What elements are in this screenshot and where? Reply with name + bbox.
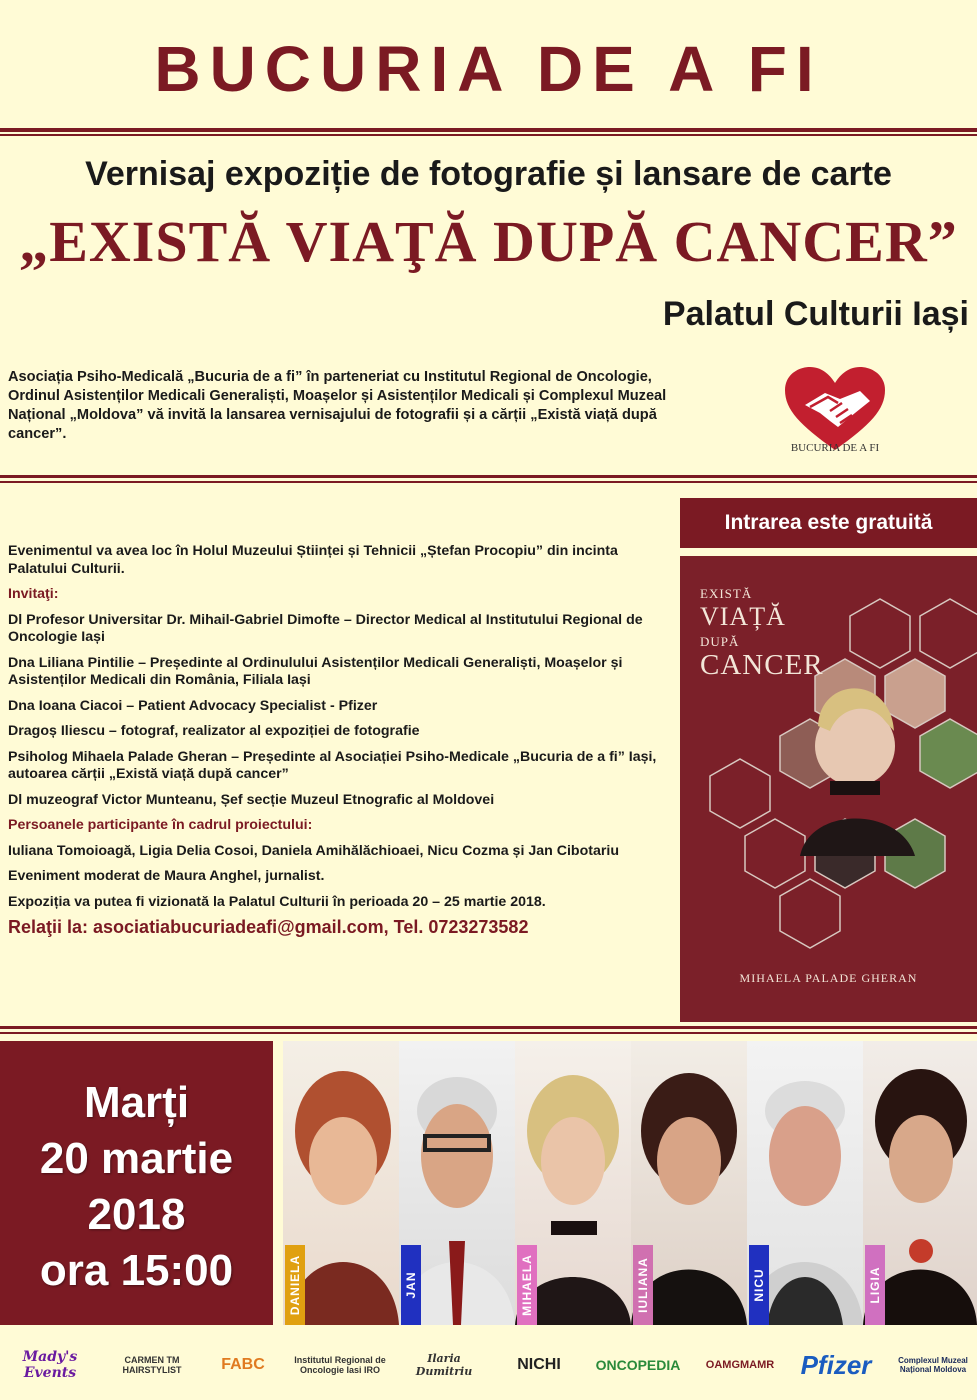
event-day: Marți xyxy=(83,1078,190,1127)
sponsor-pfizer: Pfizer xyxy=(800,1349,872,1380)
location-text: Evenimentul va avea loc în Holul Muzeului Științei și Tehnicii „Ștefan Procopiu” din incinta Palatului Culturii. xyxy=(8,543,618,577)
book-cover xyxy=(680,556,977,1022)
portrait-strip xyxy=(283,1041,977,1325)
divider-top-thin xyxy=(0,134,977,136)
portrait-ligia xyxy=(863,1041,977,1325)
event-subtitle: Vernisaj expoziție de fotografie și lansare de carte xyxy=(85,155,892,193)
tag-daniela: DANIELA xyxy=(285,1245,305,1325)
participants-text: Iuliana Tomoioagă, Ligia Delia Cosoi, Daniela Amihălăchioaei, Nicu Cozma și Jan Cibotariu xyxy=(8,842,619,859)
tag-mihaela: MIHAELA xyxy=(517,1245,537,1325)
event-year: 2018 xyxy=(87,1190,186,1239)
guest-item: Dl Profesor Universitar Dr. Mihail-Gabriel Dimofte – Director Medical al Institutului Regional de Oncologie Iași xyxy=(8,611,643,645)
guest-item: Dna Liliana Pintilie – Președinte al Ordinulului Asistenților Medicali Generaliști, Moașelor și Asistenților Medicali din România, Filiala Iași xyxy=(8,654,623,688)
guest-item: Dl muzeograf Victor Munteanu, Șef secție Muzeul Etnografic al Moldovei xyxy=(8,791,495,808)
participants-label: Persoanele participante în cadrul proiectului: xyxy=(8,817,313,833)
divider-top xyxy=(0,128,977,132)
tag-nicu: NICU xyxy=(749,1245,769,1325)
free-entry-banner: Intrarea este gratuită xyxy=(680,498,977,548)
portrait-iuliana xyxy=(631,1041,747,1325)
portrait-jan xyxy=(399,1041,515,1325)
cover-line-1: EXISTĂ xyxy=(700,586,753,601)
cover-line-2: VIAȚĂ xyxy=(700,602,786,631)
divider-mid xyxy=(0,475,977,478)
venue: Palatul Culturii Iași xyxy=(662,295,969,333)
tag-iuliana: IULIANA xyxy=(633,1245,653,1325)
sponsor-ilaria: Ilaria Dumitriu xyxy=(415,1352,473,1378)
page-title: BUCURIA DE A FI xyxy=(154,33,823,105)
logo-text: BUCURIA DE A FI xyxy=(790,442,880,454)
invited-label: Invitaţi: xyxy=(8,586,59,602)
event-date: 20 martie xyxy=(39,1134,234,1183)
cover-line-3: DUPĂ xyxy=(700,634,740,649)
tag-ligia: LIGIA xyxy=(865,1245,885,1325)
cover-line-4: CANCER xyxy=(700,649,824,681)
book-title: „EXISTĂ VIAŢĂ DUPĂ CANCER” xyxy=(19,209,958,274)
sponsor-madys-events: Mady's Events xyxy=(22,1349,78,1381)
exhibition-period: Expoziția va putea fi vizionată la Palatul Culturii în perioada 20 – 25 martie 2018. xyxy=(8,893,546,910)
sponsor-nichi: NICHI xyxy=(517,1356,561,1373)
divider-bottom xyxy=(0,1026,977,1029)
event-details xyxy=(8,543,673,945)
guest-item: Psiholog Mihaela Palade Gheran – Președinte al Asociației Psiho-Medicale „Bucuria de a fi” Iași, autoarea cărții „Există viață după cancer” xyxy=(8,748,657,782)
intro-text: Asociația Psiho-Medicală „Bucuria de a fi” în parteneriat cu Institutul Regional de Oncologie, Ordinul Asistenților Medicali Generaliști, Moașelor și Asistenților Medicali și Complexul Muzeal Național „Moldova” vă invită la lansarea vernisajului de fotografii și a cărții „Există viață după cancer”. xyxy=(8,369,667,442)
sponsor-strip xyxy=(0,1330,977,1400)
divider-bottom-thin xyxy=(0,1032,977,1034)
cover-author: MIHAELA PALADE GHERAN xyxy=(739,971,918,985)
sponsor-carmen: CARMEN TM HAIRSTYLIST xyxy=(122,1355,182,1375)
sponsor-muzeu: Complexul Muzeal Național Moldova xyxy=(898,1356,968,1374)
portrait-daniela xyxy=(283,1041,399,1325)
guest-item: Dna Ioana Ciacoi – Patient Advocacy Specialist - Pfizer xyxy=(8,697,378,714)
event-time: ora 15:00 xyxy=(39,1246,234,1295)
moderator-text: Eveniment moderat de Maura Anghel, jurnalist. xyxy=(8,868,325,884)
portrait-nicu xyxy=(747,1041,863,1325)
guest-item: Dragoș Iliescu – fotograf, realizator al expoziției de fotografie xyxy=(8,723,420,739)
divider-mid-thin xyxy=(0,481,977,483)
portrait-mihaela xyxy=(515,1041,631,1325)
sponsor-iro: Institutul Regional de Oncologie Iasi IRO xyxy=(294,1355,386,1375)
tag-jan: JAN xyxy=(401,1245,421,1325)
sponsor-oncopedia: ONCOPEDIA xyxy=(595,1357,681,1373)
contact-text: Relaţii la: asociatiabucuriadeafi@gmail.com, Tel. 0723273582 xyxy=(8,917,529,937)
date-box xyxy=(0,1041,273,1325)
sponsor-oamgmamr: OAMGMAMR xyxy=(705,1359,775,1371)
sponsor-fabc: FABC xyxy=(221,1356,265,1373)
